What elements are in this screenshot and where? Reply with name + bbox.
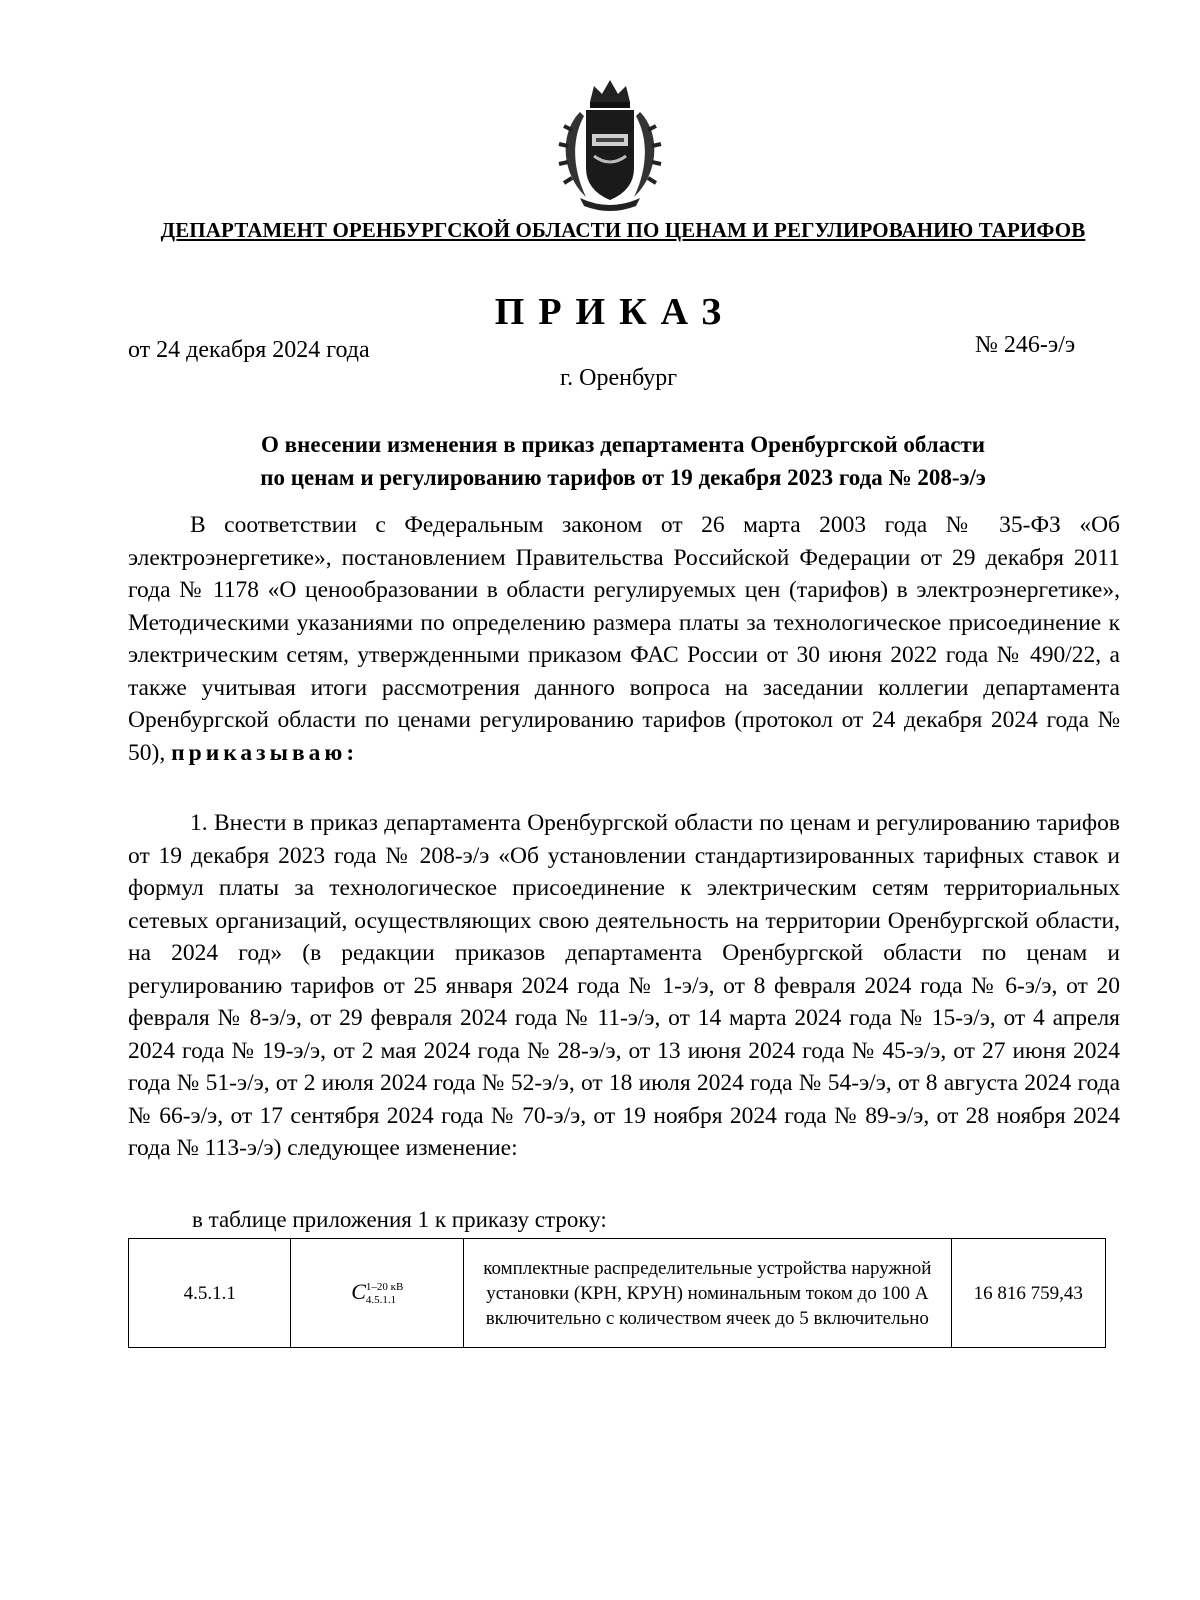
title-line-1: О внесении изменения в приказ департамента Оренбургской области xyxy=(261,432,985,457)
clause-1-paragraph: 1. Внести в приказ департамента Оренбургской области по ценам и регулированию тарифов от 19 декабря 2023 года № 208-э/э «Об установлении стандартизированных тарифных ставок и формул платы за технологическое присоединение к электрическим сетям территориальных сетевых организаций, осуществляющих свою деятельность на территории Оренбургской области, на 2024 год» (в редакции приказов департамента Оренбургской области по ценам и регулированию тарифов от 25 января 2024 года № 1-э/э, от 8 февраля 2024 года № 6-э/э, от 20 февраля № 8-э/э, от 29 февраля 2024 года № 11-э/э, от 14 марта 2024 года № 15-э/э, от 4 апреля 2024 года № 19-э/э, от 2 мая 2024 года № 28-э/э, от 13 июня 2024 года № 45-э/э, от 27 июня 2024 года № 51-э/э, от 2 июля 2024 года № 52-э/э, от 18 июля 2024 года № 54-э/э, от 8 августа 2024 года № 66-э/э, от 17 сентября 2024 года № 70-э/э, от 19 ноября 2024 года № 89-э/э, от 28 ноября 2024 года № 113-э/э) следующее изменение: xyxy=(128,810,1120,1161)
symbol-letter: C xyxy=(351,1278,366,1304)
symbol-indices xyxy=(366,1281,403,1307)
title-line-2: по ценам и регулированию тарифов от 19 декабря 2023 года № 208-э/э xyxy=(260,465,986,490)
tariff-table xyxy=(128,1238,1106,1348)
table-intro: в таблице приложения 1 к приказу строку: xyxy=(192,1207,607,1232)
document-date: от 24 декабря 2024 года xyxy=(128,337,370,363)
document-type: ПРИКАЗ xyxy=(494,291,736,333)
preamble-paragraph xyxy=(128,509,1120,769)
cell-value: 16 816 759,43 xyxy=(951,1239,1105,1348)
table-row xyxy=(129,1239,1106,1348)
coat-of-arms-emblem xyxy=(550,72,670,212)
symbol-subscript: 4.5.1.1 xyxy=(365,1294,397,1307)
cell-symbol xyxy=(291,1239,464,1348)
cell-description: комплектные распределительные устройства наружной установки (КРН, КРУН) номинальным током до 100 А включительно с количеством ячеек до 5 включительно xyxy=(464,1239,951,1348)
symbol-superscript: 1–20 кВ xyxy=(365,1281,404,1294)
document-title xyxy=(128,428,1118,494)
department-name: ДЕПАРТАМЕНТ ОРЕНБУРГСКОЙ ОБЛАСТИ ПО ЦЕНАМ И РЕГУЛИРОВАНИЮ ТАРИФОВ xyxy=(160,218,1086,242)
cell-code: 4.5.1.1 xyxy=(129,1239,291,1348)
preamble-text: В соответствии с Федеральным законом от 26 марта 2003 года № 35-ФЗ «Об электроэнергетике», постановлением Правительства Российской Федерации от 29 декабря 2011 года № 1178 «О ценообразовании в области регулируемых цен (тарифов) в электроэнергетике», Методическими указаниями по определению размера платы за технологическое присоединение к электрическим сетям, утвержденными приказом ФАС России от 30 июня 2022 года № 490/22, а также учитывая итоги рассмотрения данного вопроса на заседании коллегии департамента Оренбургской области по ценами регулированию тарифов (протокол от 24 декабря 2024 года № 50), xyxy=(128,512,1120,766)
document-city: г. Оренбург xyxy=(560,365,678,391)
document-number: № 246-э/э xyxy=(975,332,1076,358)
order-word: приказываю: xyxy=(171,739,359,766)
